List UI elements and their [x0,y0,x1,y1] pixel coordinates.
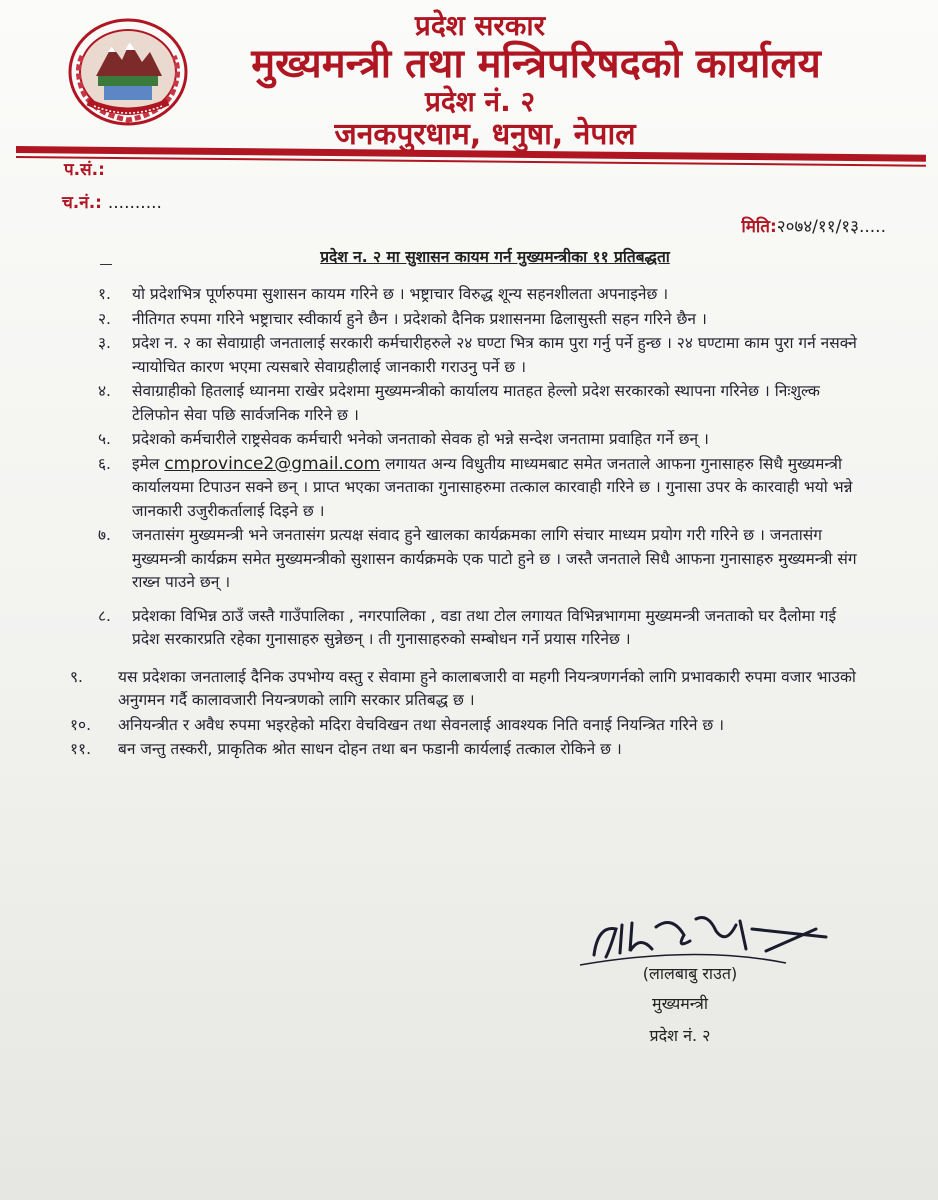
list-item [70,666,860,713]
item-number: ८. [98,606,111,625]
letterhead-office-name: मुख्यमन्त्री तथा मन्त्रिपरिषदको कार्यालय [251,41,821,87]
item-number: ५. [98,430,111,448]
email-link[interactable]: cmprovince2@gmail.com [164,453,381,474]
item-text-post: लगायत अन्य विधुतीय माध्यमबाट समेत जनताले आफना गुनासाहरु सिधै मुख्यमन्त्री कार्यालयमा टिपाउन सक्ने छन् । प्राप्त भएका जनताका गुनासाहरुमा तत्काल कारवाही गरिने छ । गुनासा उपर के कारवाही भयो भन्ने जानकारी उजुरीकर्तालाई दिइने छ । [132,454,853,520]
letter-subject: प्रदेश न. २ मा सुशासन कायम गर्न मुख्यमन्त्रीका ११ प्रतिबद्धता [320,248,670,266]
list-item [70,605,860,652]
item-text: अनियन्त्रीत र अवैध रुपमा भइरहेको मदिरा वेचविखन तथा सेवनलाई आवश्यक निति वनाई नियन्त्रित गरिने छ । [118,715,725,734]
date-value: २०७४/११/१३..... [776,217,886,237]
item-number: १. [98,285,111,303]
list-item [70,453,860,524]
commitment-list [70,283,860,763]
item-text: बन जन्तु तस्करी, प्राकृतिक श्रोत साधन दोहन तथा बन फडानी कार्यलाई तत्काल रोकिने छ । [118,740,622,758]
item-number: ६. [98,454,111,473]
list-item [70,332,860,379]
item-number: ७. [98,526,111,544]
item-text: नीतिगत रुपमा गरिने भष्ट्राचार स्वीकार्य हुने छैन । प्रदेशको दैनिक प्रशासनमा ढिलासुस्ती सहन गरिने छैन । [132,309,707,328]
reference-cn-label: च.नं.: [62,193,102,213]
list-item [70,738,860,762]
item-number: ३. [98,334,111,352]
list-item [70,283,860,307]
reference-ps-label: प.सं.: [64,160,105,180]
letterhead-province: प्रदेश नं. २ [424,85,536,118]
item-number: ४. [98,382,111,400]
item-number: ११. [70,740,92,758]
item-text: जनतासंग मुख्यमन्त्री भने जनतासंग प्रत्यक्ष संवाद हुने खालका कार्यक्रमका लागि संचार माध्यम प्रयोग गरी गरिने छ । जनतासंग मुख्यमन्त्री कार्यक्रम समेत मुख्यमन्त्रीको सुशासन कार्यक्रमके एक पाटो हुने छ । जस्तै जनताले सिधै आफना गुनासाहरु मुख्यमन्त्री संग राख्न पाउने छन् । [132,526,857,591]
list-item [70,428,860,452]
list-item [70,714,860,738]
reference-ps [64,157,105,180]
item-text: यस प्रदेशका जनतालाई दैनिक उपभोग्य वस्तु र सेवामा हुने कालाबजारी वा महगी नियन्त्रणगर्नको लागि प्रभावकारी रुपमा वजार भाउको अनुगमन गर्दै कालावजारी नियन्त्रणको लागि सरकार प्रतिबद्ध छ । [118,667,856,709]
item-text: सेवाग्राहीको हितलाई ध्यानमा राखेर प्रदेशमा मुख्यमन्त्रीको कार्यालय मातहत हेल्लो प्रदेश सरकारको स्थापना गरिनेछ । निःशुल्क टेलिफोन सेवा पछि सार्वजनिक गरिने छ । [132,382,820,424]
letter-date [741,214,886,237]
list-item [70,524,860,595]
list-item [70,308,860,332]
date-label: मिति: [741,217,777,237]
item-text: प्रदेशका विभिन्न ठाउँ जस्तै गाउँपालिका , नगरपालिका , वडा तथा टोल लगायत विभिन्नभागमा मुख्यमन्त्री जनताको घर दैलोमा गई प्रदेश सरकारप्रति रहेका गुनासाहरु सुन्नेछन् । ती गुनासाहरुको सम्बोधन गर्ने प्रयास गरिनेछ । [132,606,837,648]
signatory-office: प्रदेश नं. २ [649,1026,711,1045]
letterhead-address: जनकपुरधाम, धनुषा, नेपाल [334,117,636,152]
item-text: प्रदेश न. २ का सेवाग्राही जनतालाई सरकारी कर्मचारीहरुले २४ घण्टा भित्र काम पुरा गर्नु पर्ने हुन्छ । २४ घण्टामा काम पुरा गर्न नसक्ने न्यायोचित कारण भएमा त्यसबारे सेवाग्रहीलाई जानकारी गराउनु पर्ने छ । [132,334,857,376]
letterhead-government: प्रदेश सरकार [414,9,546,42]
signatory-title: मुख्यमन्त्री [652,994,708,1013]
item-number: १०. [70,715,92,734]
item-number: २. [98,309,111,328]
item-text: यो प्रदेशभित्र पूर्णरुपमा सुशासन कायम गरिने छ । भष्ट्राचार विरुद्ध शून्य सहनशीलता अपनाइनेछ । [132,285,669,303]
subject-dash [100,264,112,265]
reference-cn [62,190,162,213]
item-number: ९. [70,667,83,686]
item-text: प्रदेशको कर्मचारीले राष्ट्रसेवक कर्मचारी भनेको जनताको सेवक हो भन्ने सन्देश जनतामा प्रवाहित गर्ने छन् । [132,430,709,448]
signatory-name: (लालबाबु राउत) [642,964,738,983]
list-item [70,380,860,427]
reference-cn-value: .......... [107,193,162,213]
nepal-emblem-icon [66,16,190,128]
item-text-pre: इमेल [132,454,165,473]
